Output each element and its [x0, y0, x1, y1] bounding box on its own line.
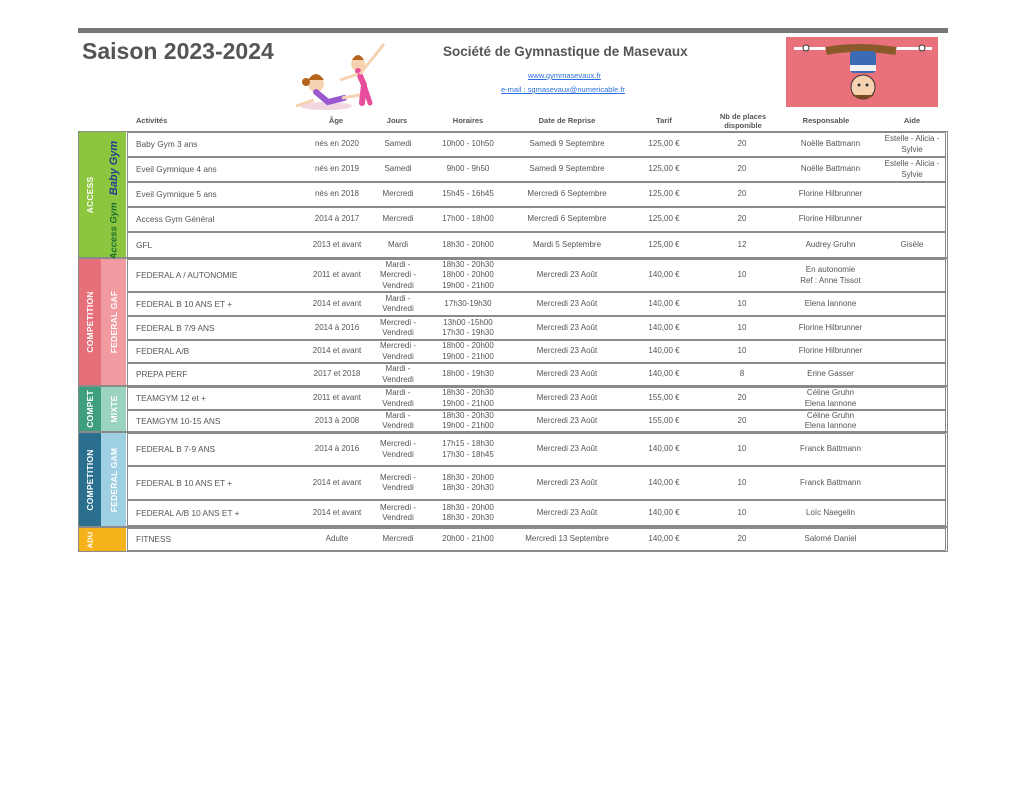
cell-horaires: 18h30 - 20h30 18h00 - 20h00 19h00 - 21h00 [442, 259, 494, 290]
cell-activite: FEDERAL B 7-9 ANS [136, 444, 216, 455]
cell-activite: Access Gym Général [136, 214, 215, 225]
cell-activite: Eveil Gymnique 5 ans [136, 189, 217, 200]
table-row [127, 410, 946, 432]
table-row [127, 340, 946, 363]
cell-jours: Samedi [384, 164, 412, 174]
cell-age: 2014 et avant [312, 346, 362, 356]
col-age: Âge [328, 116, 344, 125]
cell-responsable: En autonomie Ref : Anne Tissot [800, 265, 861, 285]
cell-tarif: 125,00 € [648, 139, 680, 149]
cell-places: 10 [737, 270, 747, 280]
baby-logo-band [101, 132, 126, 204]
cell-horaires: 17h15 - 18h30 17h30 - 18h45 [442, 439, 494, 459]
cell-reprise: Mercredi 23 Août [536, 415, 598, 425]
cell-tarif: 140,00 € [648, 346, 680, 356]
cell-age: 2011 et avant [313, 393, 361, 403]
cell-activite: FEDERAL A/B 10 ANS ET + [136, 507, 240, 518]
competition-gam-label: COMPETITION [85, 448, 95, 511]
cell-responsable: Florine Hilbrunner [798, 189, 863, 199]
cell-tarif: 140,00 € [648, 507, 680, 517]
cell-horaires: 9h00 - 9h50 [446, 164, 490, 174]
cell-age: 2014 à 2016 [314, 322, 360, 332]
cell-reprise: Samedi 9 Septembre [529, 139, 605, 149]
cell-reprise: Mercredi 23 Août [536, 369, 598, 379]
cell-tarif: 125,00 € [648, 239, 680, 249]
baby-gym-logo: Baby Gym [107, 140, 120, 196]
cell-horaires: 18h00 - 20h00 19h00 - 21h00 [442, 341, 494, 361]
cell-places: 20 [737, 393, 747, 403]
cell-jours: Mercredi - Vendredi [379, 317, 416, 337]
cell-reprise: Mercredi 23 Août [536, 346, 598, 356]
table-row [127, 232, 946, 258]
adulte-band [79, 528, 126, 551]
cell-horaires: 18h30 - 20h30 19h00 - 21h00 [442, 410, 494, 430]
cell-age: nés en 2020 [314, 139, 360, 149]
cell-responsable: Erine Gasser [807, 369, 854, 379]
cell-jours: Mardi - Vendredi [382, 293, 414, 313]
cell-aide [873, 341, 951, 362]
website-link[interactable]: www.gymmasevaux.fr [528, 71, 601, 80]
cell-places: 20 [737, 139, 747, 149]
cell-aide [873, 293, 951, 315]
access-logo-band [101, 201, 126, 260]
cell-places: 10 [737, 444, 747, 454]
cell-aide [873, 317, 951, 339]
cell-horaires: 15h45 - 16h45 [442, 189, 494, 199]
cell-responsable: Franck Battmann [800, 477, 861, 487]
cell-tarif: 140,00 € [648, 369, 680, 379]
cell-aide: Estelle - Alicia - Sylvie [884, 159, 940, 179]
cell-responsable: Audrey Gruhn [805, 239, 856, 249]
cell-jours: Mardi - Vendredi [382, 388, 414, 408]
cell-jours: Mercredi [382, 214, 414, 224]
cell-aide [873, 260, 951, 291]
bar-gymnast-illustration [786, 37, 938, 107]
cell-horaires: 18h30 - 20h00 18h30 - 20h30 [442, 502, 494, 522]
cell-aide [873, 434, 951, 465]
competition-gaf-band [79, 259, 101, 385]
cell-jours: Mardi - Vendredi [382, 364, 414, 384]
cell-tarif: 125,00 € [648, 189, 680, 199]
cell-reprise: Mercredi 6 Septembre [527, 189, 607, 199]
cell-responsable: Florine Hilbrunner [798, 346, 863, 356]
cell-tarif: 140,00 € [648, 270, 680, 280]
cell-aide [873, 364, 951, 385]
cell-tarif: 125,00 € [648, 214, 680, 224]
email-link[interactable]: e-mail : sgmasevaux@numericable.fr [501, 85, 625, 94]
cell-age: 2014 et avant [312, 298, 362, 308]
cell-activite: FITNESS [136, 534, 172, 545]
cell-tarif: 140,00 € [648, 534, 680, 544]
cell-tarif: 140,00 € [648, 477, 680, 487]
compet-mixte-label: COMPET [85, 390, 95, 428]
cell-places: 20 [737, 189, 747, 199]
table-row [127, 292, 946, 316]
cell-reprise: Mercredi 23 Août [536, 393, 598, 403]
cell-responsable: Franck Battmann [800, 444, 861, 454]
cell-activite: GFL [136, 239, 153, 250]
col-jours: Jours [386, 116, 408, 125]
cell-places: 20 [737, 164, 747, 174]
cell-activite: FEDERAL B 10 ANS ET + [136, 298, 233, 309]
gymnasts-illustration [286, 34, 398, 114]
federal-gam-label: FEDERAL GAM [108, 447, 119, 512]
cell-age: 2013 et avant [312, 239, 362, 249]
col-places: Nb de places disponible [719, 112, 767, 130]
competition-gaf-label: COMPETITION [85, 291, 95, 353]
cell-age: 2017 et 2018 [313, 369, 361, 379]
cell-age: Adulte [325, 534, 349, 544]
cell-tarif: 140,00 € [648, 444, 680, 454]
cell-responsable: Salomé Daniel [804, 534, 857, 544]
table-row [127, 363, 946, 386]
cell-places: 10 [737, 477, 747, 487]
cell-horaires: 20h00 - 21h00 [442, 534, 494, 544]
cell-age: 2014 à 2016 [314, 444, 360, 454]
cell-aide [873, 529, 951, 550]
access-gym-logo: Access Gym [108, 201, 119, 260]
cell-places: 10 [737, 322, 747, 332]
table-row [127, 182, 946, 207]
cell-reprise: Mercredi 23 Août [536, 507, 598, 517]
cell-places: 8 [739, 369, 745, 379]
cell-jours: Mardi - Vendredi [382, 410, 414, 430]
cell-places: 10 [737, 298, 747, 308]
cell-places: 20 [737, 214, 747, 224]
access-label: ACCESS [85, 176, 95, 213]
cell-activite: TEAMGYM 12 et + [136, 393, 206, 404]
col-activites: Activités [136, 116, 168, 125]
federal-gam-band [101, 433, 126, 526]
mixte-band [101, 387, 126, 431]
cell-jours: Samedi [384, 139, 412, 149]
table-row [127, 132, 946, 157]
cell-age: 2014 et avant [312, 477, 362, 487]
cell-activite: FEDERAL B 10 ANS ET + [136, 477, 233, 488]
cell-horaires: 18h30 - 20h00 [442, 239, 494, 249]
cell-reprise: Mercredi 23 Août [536, 477, 598, 487]
table-row [127, 387, 946, 410]
federal-gaf-band [101, 259, 126, 385]
federal-gaf-label: FEDERAL GAF [108, 290, 119, 354]
cell-reprise: Mercredi 13 Septembre [525, 534, 609, 544]
adulte-label: ADU [85, 531, 95, 548]
cell-age: nés en 2018 [314, 189, 360, 199]
cell-aide [873, 501, 951, 525]
cell-reprise: Mardi 5 Septembre [532, 239, 602, 249]
table-row [127, 316, 946, 340]
cell-jours: Mercredi - Vendredi [379, 341, 416, 361]
cell-tarif: 155,00 € [648, 393, 680, 403]
cell-age: 2011 et avant [313, 270, 361, 280]
col-horaires: Horaires [452, 116, 484, 125]
cell-horaires: 18h30 - 20h30 19h00 - 21h00 [442, 388, 494, 408]
cell-responsable: Noëlle Battmann [800, 139, 861, 149]
cell-reprise: Mercredi 23 Août [536, 444, 598, 454]
cell-activite: FEDERAL A/B [136, 346, 190, 357]
cell-age: 2014 et avant [312, 507, 362, 517]
cell-aide [873, 467, 951, 499]
cell-responsable: Céline Gruhn Elena Iannone [804, 388, 857, 408]
cell-jours: Mercredi - Vendredi [379, 472, 416, 492]
cell-places: 10 [737, 507, 747, 517]
cell-places: 10 [737, 346, 747, 356]
cell-jours: Mercredi - Vendredi [379, 502, 416, 522]
cell-age: nés en 2019 [314, 164, 360, 174]
cell-reprise: Mercredi 6 Septembre [527, 214, 607, 224]
table-row [127, 466, 946, 500]
cell-aide: Estelle - Alicia - Sylvie [884, 134, 940, 154]
cell-horaires: 13h00 -15h00 17h30 - 19h30 [442, 317, 494, 337]
table-row [127, 207, 946, 232]
cell-jours: Mardi - Mercredi - Vendredi [379, 259, 416, 290]
cell-horaires: 10h00 - 10h50 [442, 139, 494, 149]
cell-responsable: Loïc Naegelin [806, 507, 855, 517]
cell-aide [873, 411, 951, 431]
competition-gam-band [79, 433, 101, 526]
cell-places: 12 [737, 239, 747, 249]
cell-responsable: Elena Iannone [804, 298, 857, 308]
cell-jours: Mercredi - Vendredi [379, 439, 416, 459]
compet-mixte-band [79, 387, 101, 431]
table-row [127, 433, 946, 466]
season-title: Saison 2023-2024 [82, 38, 274, 64]
cell-horaires: 18h00 - 19h30 [442, 369, 494, 379]
cell-activite: FEDERAL B 7/9 ANS [136, 322, 215, 333]
cell-reprise: Mercredi 23 Août [536, 270, 598, 280]
cell-activite: PREPA PERF [136, 369, 188, 380]
col-tarif: Tarif [656, 116, 672, 125]
cell-responsable: Florine Hilbrunner [798, 214, 863, 224]
cell-responsable: Florine Hilbrunner [798, 322, 863, 332]
cell-tarif: 155,00 € [648, 415, 680, 425]
table-row [127, 157, 946, 182]
cell-horaires: 17h00 - 18h00 [442, 214, 494, 224]
access-band [79, 132, 101, 257]
cell-reprise: Mercredi 23 Août [536, 298, 598, 308]
club-name: Société de Gymnastique de Masevaux [443, 44, 688, 59]
cell-responsable: Céline Gruhn Elena Iannone [804, 410, 857, 430]
cell-activite: Eveil Gymnique 4 ans [136, 164, 217, 175]
cell-activite: TEAMGYM 10-15 ANS [136, 415, 221, 426]
cell-aide [873, 183, 951, 206]
col-responsable: Responsable [802, 116, 850, 125]
mixte-label: MIXTE [108, 395, 119, 423]
col-aide: Aide [903, 116, 921, 125]
cell-jours: Mercredi [382, 189, 414, 199]
cell-reprise: Samedi 9 Septembre [529, 164, 605, 174]
cell-tarif: 140,00 € [648, 298, 680, 308]
cell-tarif: 125,00 € [648, 164, 680, 174]
cell-age: 2014 à 2017 [314, 214, 360, 224]
cell-jours: Mercredi [382, 534, 414, 544]
cell-aide [873, 388, 951, 409]
table-row [127, 259, 946, 292]
table-row [127, 500, 946, 526]
cell-aide [873, 208, 951, 231]
cell-responsable: Noëlle Battmann [800, 164, 861, 174]
top-rule [78, 28, 948, 33]
cell-activite: FEDERAL A / AUTONOMIE [136, 270, 238, 281]
cell-activite: Baby Gym 3 ans [136, 139, 198, 150]
cell-horaires: 18h30 - 20h00 18h30 - 20h30 [442, 472, 494, 492]
cell-horaires: 17h30-19h30 [444, 298, 492, 308]
cell-age: 2013 à 2008 [314, 415, 360, 425]
cell-reprise: Mercredi 23 Août [536, 322, 598, 332]
cell-places: 20 [737, 415, 747, 425]
cell-jours: Mardi [387, 239, 408, 249]
cell-tarif: 140,00 € [648, 322, 680, 332]
cell-aide: Gisèle [900, 239, 924, 249]
col-reprise: Date de Reprise [538, 116, 596, 125]
table-row [127, 528, 946, 551]
cell-places: 20 [737, 534, 747, 544]
